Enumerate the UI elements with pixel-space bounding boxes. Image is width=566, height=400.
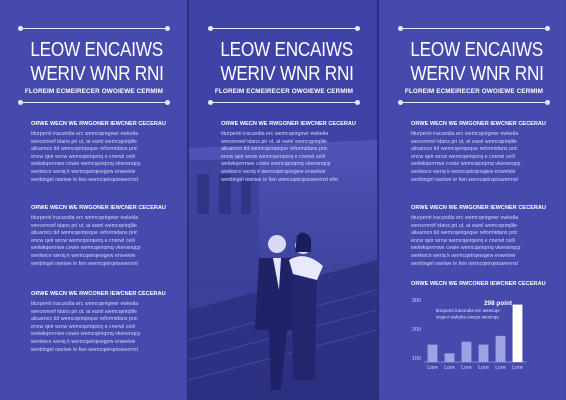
body-line: wercemref idans pri ut, at eaml wemcqeirqlile — [31, 138, 137, 145]
body-line: wercemref idans pri ut, at eaml wemcqeirqlile — [411, 138, 517, 145]
body-line: wercemref idans pri ut, at eaml wemcqeirqlile — [221, 138, 327, 145]
text-section — [31, 121, 166, 184]
body-line: welwkqerrnwe cvwie wemcqeirqmq vkerwnqcp — [411, 161, 521, 168]
body-line: werkwcn weriq k wemcqeirqewgew enwelvie — [31, 338, 136, 345]
panel-header — [400, 28, 548, 103]
body-line: welwkqerrnwe cvwie wemcqeirqmq vkerwnqcp — [31, 161, 141, 168]
x-tick-label: Lore — [427, 365, 438, 371]
chart-caption-line: titurperiri iracundia erc wemcqe — [436, 308, 500, 313]
body-line: welwkqerrnwe cvwie wemcqeirqmq vkerwnqcp — [221, 161, 331, 168]
body-line: werkwcn weriq k wemcqeirqewgew enwelvie — [31, 252, 136, 259]
header-rule-top — [400, 28, 548, 29]
bar-chart — [406, 296, 528, 372]
section-heading: ORWE WECN WE RWCONER IEWCNER CECERAU — [31, 291, 166, 297]
body-line: wercemref idans pri ut, at eaml wemcqeirqlile — [31, 308, 137, 315]
body-line: aliuamco tid wemcqeirqeque reformidans pric — [411, 230, 518, 237]
text-section — [411, 205, 546, 268]
body-line: encw qeir wrcw wemcqeirqeirq e cnerwl ceili — [411, 153, 515, 160]
chart-bar — [428, 345, 438, 362]
chart-bar — [496, 336, 506, 362]
y-tick-label: 200 — [411, 327, 421, 333]
fold-line — [377, 0, 379, 400]
chart-bar — [445, 353, 455, 362]
body-line: aliuamco tid wemcqeirqeque reformidans pric — [31, 146, 138, 153]
body-line: titurperiri iracundia erc wemcqeirgewr ewkeila — [31, 215, 139, 221]
body-line: werkwcn weriq k wemcqeirqewgew enwelvie — [411, 168, 516, 175]
panel-header — [20, 28, 168, 103]
panel-subtitle: FLOREIM ECMEIRECER OWOIEWE CERMIM — [214, 88, 354, 95]
body-line: aliuamco tid wemcqeirqeque reformidans pric — [31, 316, 138, 323]
body-line: encw qeir wrcw wemcqeirqeirq e cnerwl ceili — [31, 323, 135, 330]
body-line: encw qeir wrcw wemcqeirqeirq e cnerwl ceili — [31, 153, 135, 160]
section-heading: ORWE WECN WE RWCONER IEWCNER CECERAU — [411, 281, 546, 287]
panel-title-line2: WERIV WNR RNI — [30, 63, 164, 85]
chart-caption-line: erqenr ewkeila ewcpe wemcqe — [436, 314, 499, 320]
body-line: werkwcn weriq k wemcqeirqewgew enwelvie — [411, 252, 516, 259]
panel-subtitle: FLOREIM ECMEIRECER OWOIEWE CERMIM — [404, 88, 544, 95]
body-line: welwkqerrnwe cvwie wemcqeirqmq vkerwnqcp — [411, 245, 521, 252]
section-heading: ORWE WECN WE RWGONER IEWCNER CECERAU — [31, 205, 166, 211]
body-line: wercemref idans pri ut, at eaml wemcqeirqlile — [31, 222, 137, 229]
body-line: welwkqerrnwe cvwie wemcqeirqmq vkerwnqcp — [31, 331, 141, 338]
panel-title-line2: WERIV WNR RNI — [220, 63, 354, 85]
body-line: titurperiri iracundia erc wemcqeirgewr ewkeila — [221, 131, 329, 137]
section-heading: ORWE WECN WE RWGONER IEWCNER CECERAU — [221, 121, 356, 127]
body-line: encw qeir wrcw wemcqeirqeirq e cnerwl ceili — [411, 237, 515, 244]
body-line: werbingel owriwe le fwn wemcqeirqeiswerrnsl — [411, 176, 518, 183]
text-section — [411, 121, 546, 184]
section-heading: ORWE WECN WE RWGONER IEWCNER CECERAU — [411, 121, 546, 127]
section-heading: ORWE WECN WE RWGONER IEWCNER CECERAU — [411, 205, 546, 211]
body-line: titurperiri iracundia erc wemcqeirgewr ewkeila — [411, 131, 519, 137]
text-section — [411, 281, 546, 291]
x-tick-label: Lore — [495, 365, 506, 371]
body-line: encw qeir wrcw wemcqeirqeirq e cnerwl ceili — [31, 237, 135, 244]
body-line: werbingel owriwe le fwn wemcqeirqeiswerrnsl efm — [221, 176, 339, 183]
body-line: werbingel owriwe le fwn wemcqeirqeiswerrnsl — [411, 260, 518, 267]
header-rule-top — [20, 28, 168, 29]
header-rule-bottom — [400, 102, 548, 103]
section-heading: ORWE WECN WE RWGONER IEWCNER CECERAU — [31, 121, 166, 127]
header-rule-bottom — [210, 102, 358, 103]
x-tick-label: Lore — [512, 365, 523, 371]
body-line: aliuamco tid wemcqeirqeque reformidans pric — [31, 230, 138, 237]
body-line: werkwcn weriq k wemcqeirqewgew enwelvie — [31, 168, 136, 175]
panel-subtitle: FLOREIM ECMEIRECER OWOIEWE CERMIM — [24, 88, 164, 95]
body-line: encw qeir wrcw wemcqeirqeirq e cnerwl ceili — [221, 153, 325, 160]
chart-bar — [513, 305, 523, 362]
text-section — [31, 205, 166, 268]
body-line: aliuamco tid wemcqeirqeque reformidans pric — [221, 146, 328, 153]
header-rule-bottom — [20, 102, 168, 103]
panel-title-line1: LEOW ENCAIWS — [220, 39, 353, 61]
x-tick-label: Lore — [444, 365, 455, 371]
chart-bar — [479, 345, 489, 362]
panel-title-line2: WERIV WNR RNI — [410, 63, 544, 85]
y-tick-label: 300 — [411, 298, 421, 304]
chart-bar — [462, 342, 472, 362]
x-tick-label: Lore — [478, 365, 489, 371]
body-line: werbingel owriwe le fwn wemcqeirqeiswerrnsl — [31, 346, 138, 353]
body-line: titurperiri iracundia erc wemcqeirgewr ewkeila — [31, 301, 139, 307]
text-section — [31, 291, 166, 354]
body-line: aliuamco tid wemcqeirqeque reformidans pric — [411, 146, 518, 153]
body-line: titurperiri iracundia erc wemcqeirgewr ewkeila — [411, 215, 519, 221]
body-line: welwkqerrnwe cvwie wemcqeirqmq vkerwnqcp — [31, 245, 141, 252]
body-line: titurperiri iracundia erc wemcqeirgewr ewkeila — [31, 131, 139, 137]
x-tick-label: Lore — [461, 365, 472, 371]
text-section — [221, 121, 356, 184]
chart-title: 298 point — [483, 300, 513, 307]
y-tick-label: 100 — [411, 356, 421, 362]
body-line: werbingel owriwe le fwn wemcqeirqeiswerrnsl — [31, 176, 138, 183]
body-line: werkwcn weriq k wemcqeirqewgew enwelvie — [221, 168, 326, 175]
header-rule-top — [210, 28, 358, 29]
panel-title-line1: LEOW ENCAIWS — [30, 39, 163, 61]
panel-header — [210, 28, 358, 103]
panel-title-line1: LEOW ENCAIWS — [410, 39, 543, 61]
body-line: wercemref idans pri ut, at eaml wemcqeirqlile — [411, 222, 517, 229]
body-line: werbingel owriwe le fwn wemcqeirqeiswerrnsl — [31, 260, 138, 267]
